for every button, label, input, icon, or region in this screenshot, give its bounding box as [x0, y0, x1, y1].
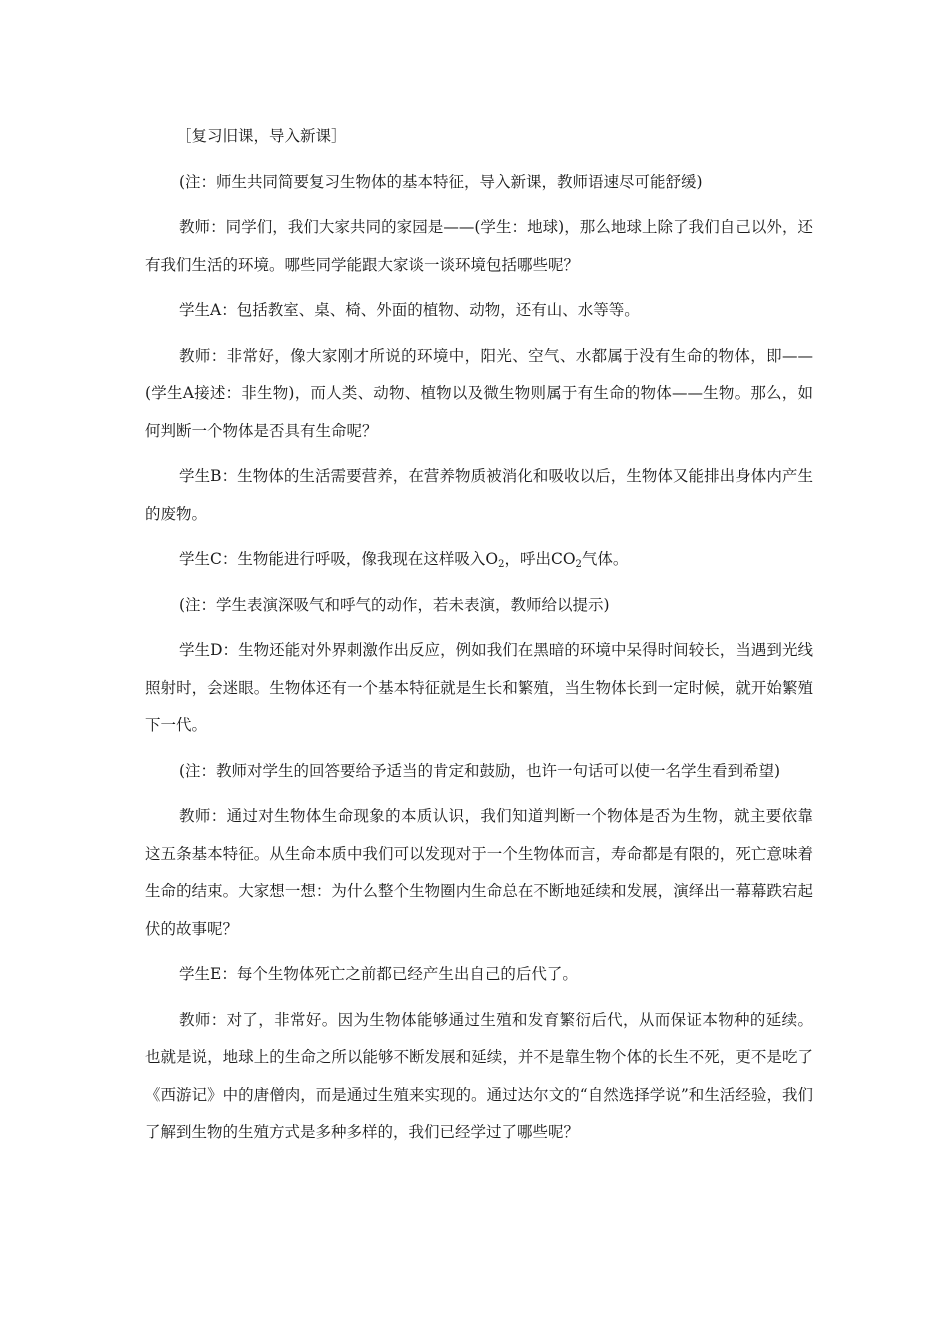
student-c-text-1: 学生C：生物能进行呼吸，像我现在这样吸入O	[179, 550, 499, 568]
student-c-text-3: 气体。	[581, 550, 629, 568]
paragraph-note-3: (注：教师对学生的回答要给予适当的肯定和鼓励，也许一句话可以使一名学生看到希望)	[179, 761, 781, 780]
document-body	[145, 118, 813, 1160]
paragraph-student-c	[145, 541, 813, 579]
paragraph-student-b: 学生B：生物体的生活需要营养，在营养物质被消化和吸收以后，生物体又能排出身体内产生的废物。	[145, 467, 813, 523]
paragraph-note-2: (注：学生表演深吸气和呼气的动作，若未表演，教师给以提示)	[179, 595, 610, 614]
oxygen-subscript: 2	[498, 559, 505, 570]
paragraph-note-1: (注：师生共同简要复习生物体的基本特征，导入新课，教师语速尽可能舒缓)	[179, 172, 703, 191]
section-heading: ［复习旧课，导入新课］	[176, 127, 347, 145]
paragraph-student-e: 学生E：每个生物体死亡之前都已经产生出自己的后代了。	[179, 965, 578, 983]
paragraph-teacher-4: 教师：对了，非常好。因为生物体能够通过生殖和发育繁衍后代，从而保证本物种的延续。也就是说，地球上的生命之所以能够不断发展和延续，并不是靠生物个体的长生不死，更不是吃了《西游记》中的唐僧肉，而是通过生殖来实现的。通过达尔文的“自然选择学说”和生活经验，我们了解到生物的生殖方式是多种多样的，我们已经学过了哪些呢？	[145, 1010, 813, 1141]
paragraph-teacher-1: 教师：同学们，我们大家共同的家园是——(学生：地球)，那么地球上除了我们自己以外，还有我们生活的环境。哪些同学能跟大家谈一谈环境包括哪些呢？	[145, 218, 813, 274]
paragraph-teacher-3: 教师：通过对生物体生命现象的本质认识，我们知道判断一个物体是否为生物，就主要依靠这五条基本特征。从生命本质中我们可以发现对于一个生物体而言，寿命都是有限的，死亡意味着生命的结束。大家想一想：为什么整个生物圈内生命总在不断地延续和发展，演绎出一幕幕跌宕起伏的故事呢？	[145, 807, 813, 938]
paragraph-teacher-2: 教师：非常好，像大家刚才所说的环境中，阳光、空气、水都属于没有生命的物体，即——(学生A接述：非生物)，而人类、动物、植物以及微生物则属于有生命的物体——生物。那么，如何判断一个物体是否具有生命呢？	[145, 346, 813, 440]
paragraph-student-d: 学生D：生物还能对外界刺激作出反应，例如我们在黑暗的环境中呆得时间较长，当遇到光线照射时，会迷眼。生物体还有一个基本特征就是生长和繁殖，当生物体长到一定时候，就开始繁殖下一代。	[145, 641, 813, 734]
student-c-text-2: ，呼出CO	[504, 550, 576, 568]
paragraph-student-a: 学生A：包括教室、桌、椅、外面的植物、动物，还有山、水等等。	[179, 301, 640, 319]
carbon-dioxide-subscript: 2	[575, 559, 582, 570]
